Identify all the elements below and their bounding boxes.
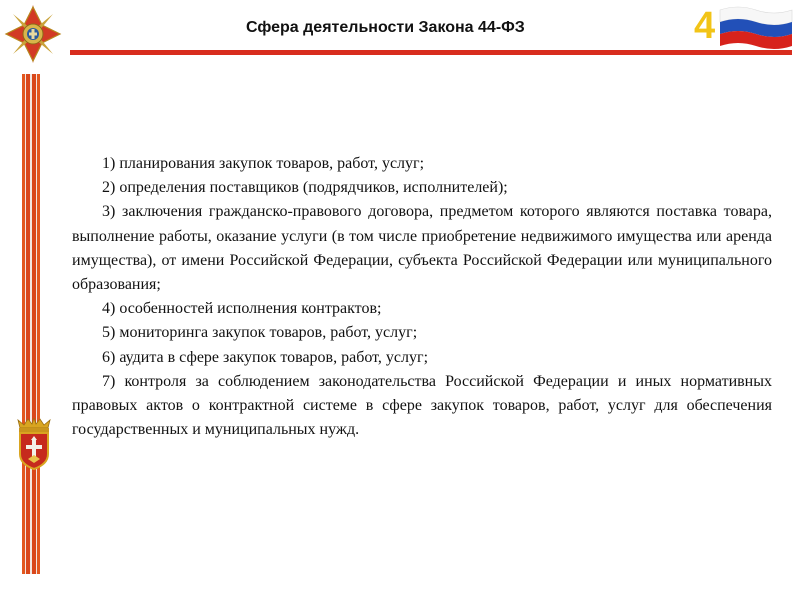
header-divider [70,50,792,55]
russian-flag [716,4,796,50]
list-item: 3) заключения гражданско-правового договора, предметом которого являются поставка товара, выполнение работы, оказание услуги (в том числе приобретение недвижимого имущества или аренда имущества), от имени Российской Федерации, субъекта Российской Федерации или муниципального образования; [72,203,772,294]
list-item: 2) определения поставщиков (подрядчиков, исполнителей); [102,179,508,197]
list-item: 5) мониторинга закупок товаров, работ, услуг; [102,324,418,342]
list-item: 6) аудита в сфере закупок товаров, работ, услуг; [102,348,429,366]
side-ribbon [22,74,40,574]
slide-number: 4 [694,5,716,47]
content-text [72,152,772,442]
list-item: 1) планирования закупок товаров, работ, услуг; [102,155,425,172]
list-item: 4) особенностей исполнения контрактов; [102,300,382,318]
list-item: 7) контроля за соблюдением законодательства Российской Федерации и иных нормативных правовых актов о контрактной системе в сфере закупок товаров, работ, услуг для обеспечения государственных и муниципальных нужд. [72,372,772,439]
military-cross-emblem [3,3,63,65]
page-title: Сфера деятельности Закона 44-ФЗ [246,19,525,36]
coat-of-arms-emblem [14,418,54,470]
